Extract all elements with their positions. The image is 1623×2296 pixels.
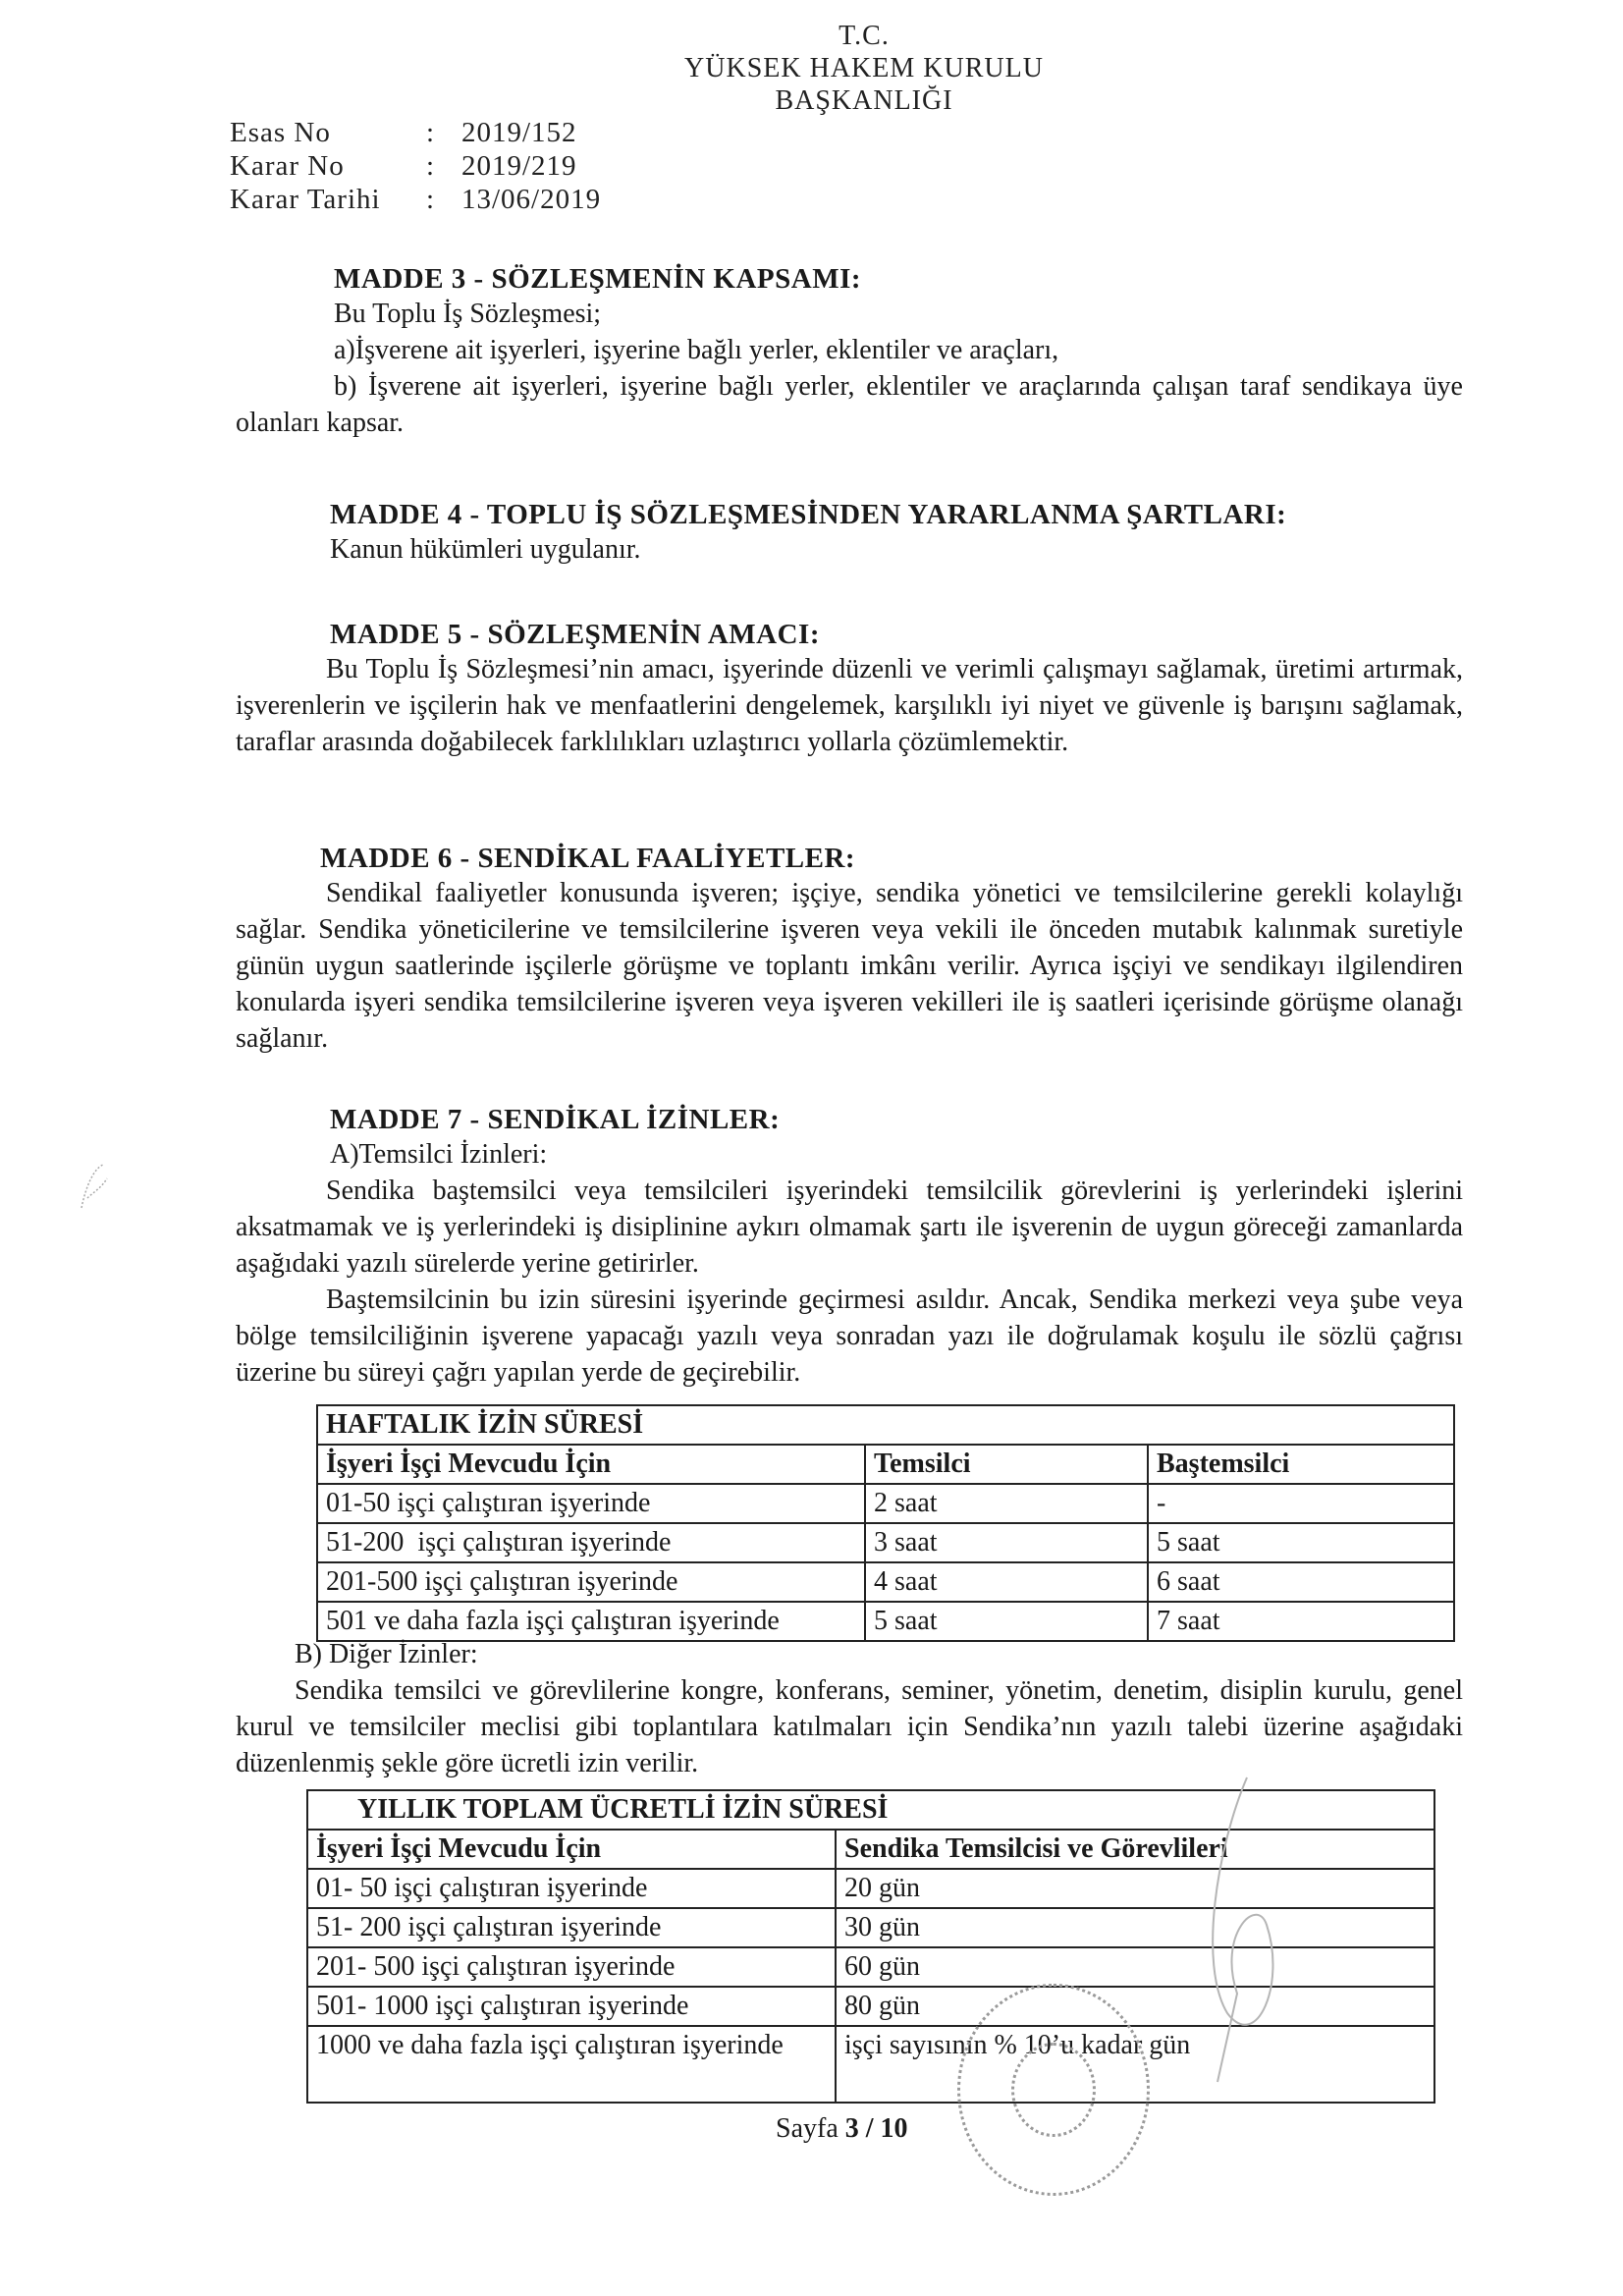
case-metadata	[230, 116, 601, 216]
meta-karar-tarihi: Karar Tarihi : 13/06/2019	[230, 184, 602, 215]
article-7-sub-a: A)Temsilci İzinleri:	[330, 1139, 548, 1170]
col-header-union-staff: Sendika Temsilcisi ve Görevlileri	[836, 1830, 1434, 1869]
institution-header	[628, 20, 1100, 117]
article-6-heading: MADDE 6 - SENDİKAL FAALİYETLER:	[320, 843, 856, 874]
article-7-sub-b: B) Diğer İzinler:	[295, 1639, 478, 1669]
article-7-part-b	[236, 1636, 1463, 1781]
table-cell: 80 gün	[836, 1987, 1434, 2026]
table-cell: 6 saat	[1148, 1562, 1454, 1602]
meta-esas-no: Esas No : 2019/152	[230, 117, 577, 148]
table-cell: 5 saat	[1148, 1523, 1454, 1562]
table-cell: 01-50 işçi çalıştıran işyerinde	[317, 1484, 865, 1523]
page-number	[776, 2113, 908, 2145]
header-presidency: BAŞKANLIĞI	[775, 85, 953, 116]
table-cell: 201-500 işçi çalıştıran işyerinde	[317, 1562, 865, 1602]
article-7-para2: Baştemsilcinin bu izin süresini işyerinde geçirmesi asıldır. Ancak, Sendika merkezi veya şube veya bölge temsilciliğinin işverene yapacağı yazılı veya sonradan yazı ile doğrulamak koşulu ile sözlü çağrısı üzerine bu süreyi çağrı yapılan yerde de geçirebilir.	[236, 1285, 1463, 1388]
col-header-workforce: İşyeri İşçi Mevcudu İçin	[317, 1445, 865, 1484]
table-header-row	[317, 1445, 1454, 1484]
table-cell: 1000 ve daha fazla işçi çalıştıran işyerinde	[307, 2026, 836, 2103]
table-row	[317, 1562, 1454, 1602]
page-label: Sayfa	[776, 2113, 839, 2144]
table-cell: 5 saat	[865, 1602, 1148, 1641]
table-cell: 3 saat	[865, 1523, 1148, 1562]
article-6	[236, 843, 1463, 1057]
article-5-text: Bu Toplu İş Sözleşmesi’nin amacı, işyerinde düzenli ve verimli çalışmayı sağlamak, üretimi artırmak, işverenlerin ve işçilerin hak ve menfaatlerini dengelemek, karşılıklı iyi niyet ve güvenle iş barışını sağlamak, taraflar arasında doğabilecek farklılıkları uzlaştırıcı yollarla çözümlemektir.	[236, 654, 1463, 757]
article-5	[236, 619, 1463, 760]
table-cell: 01- 50 işçi çalıştıran işyerinde	[307, 1869, 836, 1908]
col-header-representative: Temsilci	[865, 1445, 1148, 1484]
article-4-text: Kanun hükümleri uygulanır.	[330, 534, 641, 565]
table-cell: 2 saat	[865, 1484, 1148, 1523]
table-cell: 7 saat	[1148, 1602, 1454, 1641]
table-cell: 501 ve daha fazla işçi çalıştıran işyerinde	[317, 1602, 865, 1641]
article-7	[236, 1104, 1463, 1391]
col-header-workforce: İşyeri İşçi Mevcudu İçin	[307, 1830, 836, 1869]
table-cell: 60 gün	[836, 1947, 1434, 1987]
article-4	[236, 499, 1463, 568]
table-row	[317, 1484, 1454, 1523]
table-row	[317, 1523, 1454, 1562]
article-3-intro: Bu Toplu İş Sözleşmesi;	[334, 299, 602, 329]
table-cell: 501- 1000 işçi çalıştıran işyerinde	[307, 1987, 836, 2026]
article-3	[236, 263, 1463, 441]
article-3-heading: MADDE 3 - SÖZLEŞMENİN KAPSAMI:	[334, 263, 862, 295]
header-tc: T.C.	[839, 21, 890, 51]
table-cell: 30 gün	[836, 1908, 1434, 1947]
table-cell: -	[1148, 1484, 1454, 1523]
col-header-chief-representative: Baştemsilci	[1148, 1445, 1454, 1484]
article-5-heading: MADDE 5 - SÖZLEŞMENİN AMACI:	[330, 619, 820, 650]
page-separator: /	[865, 2113, 874, 2144]
article-7-heading: MADDE 7 - SENDİKAL İZİNLER:	[330, 1104, 781, 1135]
table-cell: 201- 500 işçi çalıştıran işyerinde	[307, 1947, 836, 1987]
seal-inner-ring-icon	[1011, 2043, 1096, 2137]
table-cell: 20 gün	[836, 1869, 1434, 1908]
table-title-row	[317, 1405, 1454, 1445]
margin-initials-icon	[74, 1159, 113, 1218]
table-row	[317, 1602, 1454, 1641]
article-7-para1: Sendika baştemsilci veya temsilcileri işyerindeki temsilcilik görevlerini iş yerlerindeki işlerini aksatmamak ve iş yerlerindeki iş disiplinine aykırı olmamak şartı ile işverenin de uygun göreceği zamanlarda aşağıdaki yazılı sürelerde yerine getirirler.	[236, 1175, 1463, 1279]
header-institution-name: YÜKSEK HAKEM KURULU	[684, 53, 1044, 83]
page-total: 10	[880, 2113, 908, 2144]
table-cell: 4 saat	[865, 1562, 1148, 1602]
article-6-text: Sendikal faaliyetler konusunda işveren; işçiye, sendika yönetici ve temsilcilerine gerekli kolaylığı sağlar. Sendika yöneticilerine ve temsilcilerine işveren veya vekili ile önceden mutabık kalınmak suretiyle günün uygun saatlerinde işçilerle görüşme ve toplantı imkânı verilir. Ayrıca işçiyi ve sendikayı ilgilendiren konularda işyeri sendika temsilcilerine işveren veya işveren vekilleri ile iş saatleri içerisinde görüşme olanağı sağlanır.	[236, 878, 1463, 1054]
meta-karar-no: Karar No : 2019/219	[230, 150, 577, 182]
article-3-item-b: b) İşverene ait işyerleri, işyerine bağlı yerler, eklentiler ve araçlarında çalışan taraf sendikaya üye olanları kapsar.	[236, 371, 1463, 438]
article-7-para3: Sendika temsilci ve görevlilerine kongre, konferans, seminer, yönetim, denetim, disiplin kurulu, genel kurul ve temsilciler meclisi gibi toplantılara katılmaları için Sendika’nın yazılı talebi üzerine aşağıdaki düzenlenmiş şekle göre ücretli izin verilir.	[236, 1675, 1463, 1778]
table-cell: 51- 200 işçi çalıştıran işyerinde	[307, 1908, 836, 1947]
page-current: 3	[844, 2113, 859, 2144]
weekly-leave-table	[316, 1404, 1455, 1642]
weekly-table-title: HAFTALIK İZİN SÜRESİ	[317, 1405, 1454, 1445]
annual-table-title: YILLIK TOPLAM ÜCRETLİ İZİN SÜRESİ	[307, 1790, 1434, 1830]
table-cell: 51-200 işçi çalıştıran işyerinde	[317, 1523, 865, 1562]
article-4-heading: MADDE 4 - TOPLU İŞ SÖZLEŞMESİNDEN YARARLANMA ŞARTLARI:	[330, 499, 1287, 530]
table-cell: işçi sayısının % 10’u kadar gün	[836, 2026, 1434, 2103]
signature-icon	[1159, 1768, 1316, 2092]
article-3-item-a: a)İşverene ait işyerleri, işyerine bağlı yerler, eklentiler ve araçları,	[334, 335, 1059, 365]
